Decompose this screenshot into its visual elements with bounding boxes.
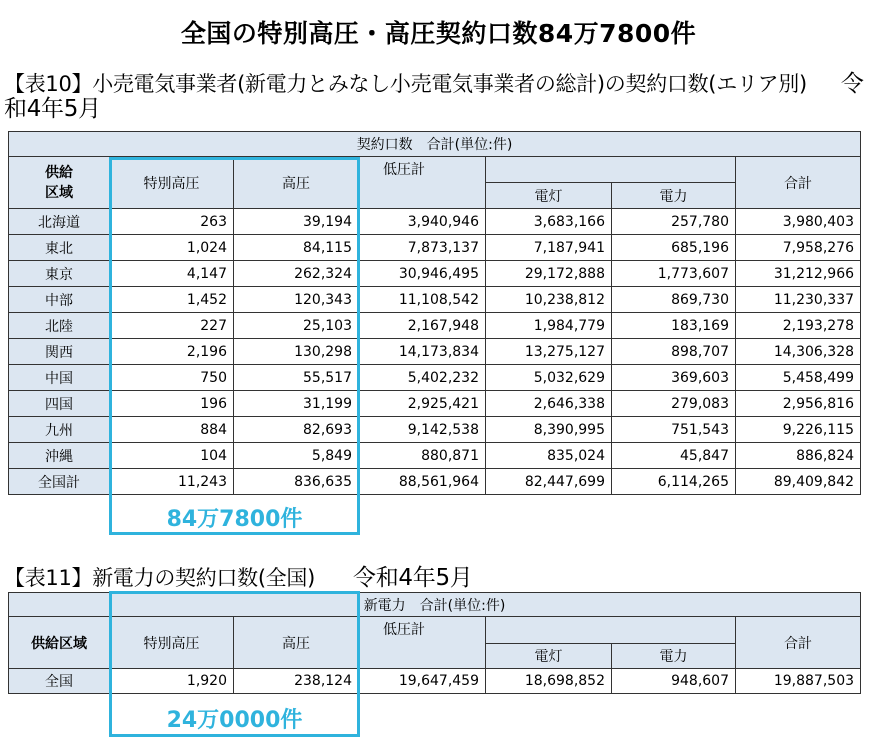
table-row xyxy=(9,669,861,694)
table10-area-cell: 九州 xyxy=(9,417,110,443)
table11-caption-text: 【表11】新電力の契約口数(全国) xyxy=(4,566,316,590)
table10-area-cell: 北陸 xyxy=(9,313,110,339)
table-row xyxy=(9,469,861,495)
table10-teiatsu-cell: 14,173,834 xyxy=(359,339,486,365)
table10-denryoku-cell: 183,169 xyxy=(612,313,736,339)
table10-tokubetsu-cell: 1,452 xyxy=(110,287,234,313)
table-row xyxy=(9,235,861,261)
table11-col-tokubetsu: 特別高圧 xyxy=(110,617,234,669)
table10-denryoku-cell: 869,730 xyxy=(612,287,736,313)
table10-denryoku-cell: 1,773,607 xyxy=(612,261,736,287)
table10-col-teiatsu-blank xyxy=(486,157,736,183)
table10-tokubetsu-cell: 884 xyxy=(110,417,234,443)
table10-total-cell: 3,980,403 xyxy=(736,209,861,235)
table10-teiatsu-cell: 7,873,137 xyxy=(359,235,486,261)
table10-denryoku-cell: 257,780 xyxy=(612,209,736,235)
table11-dento: 18,698,852 xyxy=(486,669,612,694)
table10-tokubetsu-cell: 104 xyxy=(110,443,234,469)
table11-koatsu: 238,124 xyxy=(234,669,359,694)
table11-col-dento: 電灯 xyxy=(486,644,612,669)
table10-tokubetsu-cell: 1,024 xyxy=(110,235,234,261)
table-row xyxy=(9,391,861,417)
table10-col-total: 合計 xyxy=(736,157,861,209)
table10-dento-cell: 5,032,629 xyxy=(486,365,612,391)
table10-koatsu-cell: 130,298 xyxy=(234,339,359,365)
table10-tokubetsu-cell: 263 xyxy=(110,209,234,235)
table10-highlight-text: 84万7800件 xyxy=(166,507,303,532)
table10-denryoku-cell: 279,083 xyxy=(612,391,736,417)
table10-teiatsu-cell: 11,108,542 xyxy=(359,287,486,313)
table10-col-denryoku: 電力 xyxy=(612,183,736,209)
table10-koatsu-cell: 55,517 xyxy=(234,365,359,391)
table11-col-total: 合計 xyxy=(736,617,861,669)
table10-total-cell: 886,824 xyxy=(736,443,861,469)
table10-area-cell: 中部 xyxy=(9,287,110,313)
table10-koatsu-cell: 5,849 xyxy=(234,443,359,469)
table10-tokubetsu-cell: 2,196 xyxy=(110,339,234,365)
table-row xyxy=(9,261,861,287)
table10-dento-cell: 1,984,779 xyxy=(486,313,612,339)
table10-tokubetsu-cell: 196 xyxy=(110,391,234,417)
table10-teiatsu-cell: 880,871 xyxy=(359,443,486,469)
table11-caption xyxy=(4,566,472,591)
table10-total-cell: 14,306,328 xyxy=(736,339,861,365)
table10-denryoku-cell: 6,114,265 xyxy=(612,469,736,495)
table11-col-koatsu: 高圧 xyxy=(234,617,359,669)
table10-total-cell: 89,409,842 xyxy=(736,469,861,495)
table11-date: 令和4年5月 xyxy=(353,565,473,591)
table10-header-top: 契約口数 合計(単位:件) xyxy=(9,132,861,157)
table10-dento-cell: 7,187,941 xyxy=(486,235,612,261)
table10-col-area: 供給 区域 xyxy=(9,157,110,209)
table10-denryoku-cell: 369,603 xyxy=(612,365,736,391)
table10-area-cell: 東京 xyxy=(9,261,110,287)
table10-teiatsu-cell: 3,940,946 xyxy=(359,209,486,235)
table10-total-cell: 2,193,278 xyxy=(736,313,861,339)
table10-dento-cell: 835,024 xyxy=(486,443,612,469)
table10-area-cell: 全国計 xyxy=(9,469,110,495)
table10 xyxy=(8,131,861,495)
table10-denryoku-cell: 751,543 xyxy=(612,417,736,443)
table-row xyxy=(9,209,861,235)
table11-col-teiatsu-blank xyxy=(486,617,736,644)
table10-tokubetsu-cell: 11,243 xyxy=(110,469,234,495)
table10-area-cell: 関西 xyxy=(9,339,110,365)
table10-koatsu-cell: 262,324 xyxy=(234,261,359,287)
table10-dento-cell: 29,172,888 xyxy=(486,261,612,287)
table-row xyxy=(9,287,861,313)
table-row xyxy=(9,339,861,365)
table10-tokubetsu-cell: 4,147 xyxy=(110,261,234,287)
table10-area-cell: 中国 xyxy=(9,365,110,391)
table10-koatsu-cell: 39,194 xyxy=(234,209,359,235)
table11-area: 全国 xyxy=(9,669,110,694)
table10-total-cell: 11,230,337 xyxy=(736,287,861,313)
table10-dento-cell: 10,238,812 xyxy=(486,287,612,313)
table11-header-top: 新電力 合計(単位:件) xyxy=(9,593,861,617)
table10-area-cell: 沖縄 xyxy=(9,443,110,469)
table10-teiatsu-cell: 2,167,948 xyxy=(359,313,486,339)
table10-teiatsu-cell: 2,925,421 xyxy=(359,391,486,417)
table10-col-koatsu: 高圧 xyxy=(234,157,359,209)
table10-teiatsu-cell: 9,142,538 xyxy=(359,417,486,443)
table11-total: 19,887,503 xyxy=(736,669,861,694)
table11-tokubetsu: 1,920 xyxy=(110,669,234,694)
table10-col-teiatsu: 低圧計 xyxy=(359,157,486,209)
table-row xyxy=(9,417,861,443)
table10-dento-cell: 8,390,995 xyxy=(486,417,612,443)
table10-teiatsu-cell: 30,946,495 xyxy=(359,261,486,287)
table10-koatsu-cell: 25,103 xyxy=(234,313,359,339)
table10-koatsu-cell: 836,635 xyxy=(234,469,359,495)
table10-col-dento: 電灯 xyxy=(486,183,612,209)
table10-koatsu-cell: 120,343 xyxy=(234,287,359,313)
table10-area-cell: 四国 xyxy=(9,391,110,417)
table10-dento-cell: 13,275,127 xyxy=(486,339,612,365)
table10-denryoku-cell: 685,196 xyxy=(612,235,736,261)
table11-denryoku: 948,607 xyxy=(612,669,736,694)
table10-teiatsu-cell: 88,561,964 xyxy=(359,469,486,495)
table10-koatsu-cell: 84,115 xyxy=(234,235,359,261)
table10-total-cell: 7,958,276 xyxy=(736,235,861,261)
table10-tokubetsu-cell: 227 xyxy=(110,313,234,339)
table-row xyxy=(9,443,861,469)
table10-koatsu-cell: 31,199 xyxy=(234,391,359,417)
table-row xyxy=(9,313,861,339)
table10-total-cell: 31,212,966 xyxy=(736,261,861,287)
table10-col-tokubetsu: 特別高圧 xyxy=(110,157,234,209)
table10-dento-cell: 3,683,166 xyxy=(486,209,612,235)
table10-tokubetsu-cell: 750 xyxy=(110,365,234,391)
table10-total-cell: 2,956,816 xyxy=(736,391,861,417)
table11 xyxy=(8,592,861,694)
table11-col-area: 供給区域 xyxy=(9,617,110,669)
table10-total-cell: 5,458,499 xyxy=(736,365,861,391)
table10-koatsu-cell: 82,693 xyxy=(234,417,359,443)
table10-area-cell: 東北 xyxy=(9,235,110,261)
table11-col-denryoku: 電力 xyxy=(612,644,736,669)
table10-dento-cell: 2,646,338 xyxy=(486,391,612,417)
page-title: 全国の特別高圧・高圧契約口数84万7800件 xyxy=(180,19,697,48)
table11-teiatsu: 19,647,459 xyxy=(359,669,486,694)
table10-dento-cell: 82,447,699 xyxy=(486,469,612,495)
table10-teiatsu-cell: 5,402,232 xyxy=(359,365,486,391)
table10-date: 令和4年5月 xyxy=(4,71,864,122)
table10-denryoku-cell: 898,707 xyxy=(612,339,736,365)
table11-highlight-text: 24万0000件 xyxy=(166,708,303,733)
table10-total-cell: 9,226,115 xyxy=(736,417,861,443)
table10-caption xyxy=(4,72,874,122)
table10-caption-text: 【表10】小売電気事業者(新電力とみなし小売電気事業者の総計)の契約口数(エリア別) xyxy=(4,72,807,96)
table11-col-teiatsu: 低圧計 xyxy=(359,617,486,669)
table-row xyxy=(9,365,861,391)
table10-area-cell: 北海道 xyxy=(9,209,110,235)
table10-denryoku-cell: 45,847 xyxy=(612,443,736,469)
